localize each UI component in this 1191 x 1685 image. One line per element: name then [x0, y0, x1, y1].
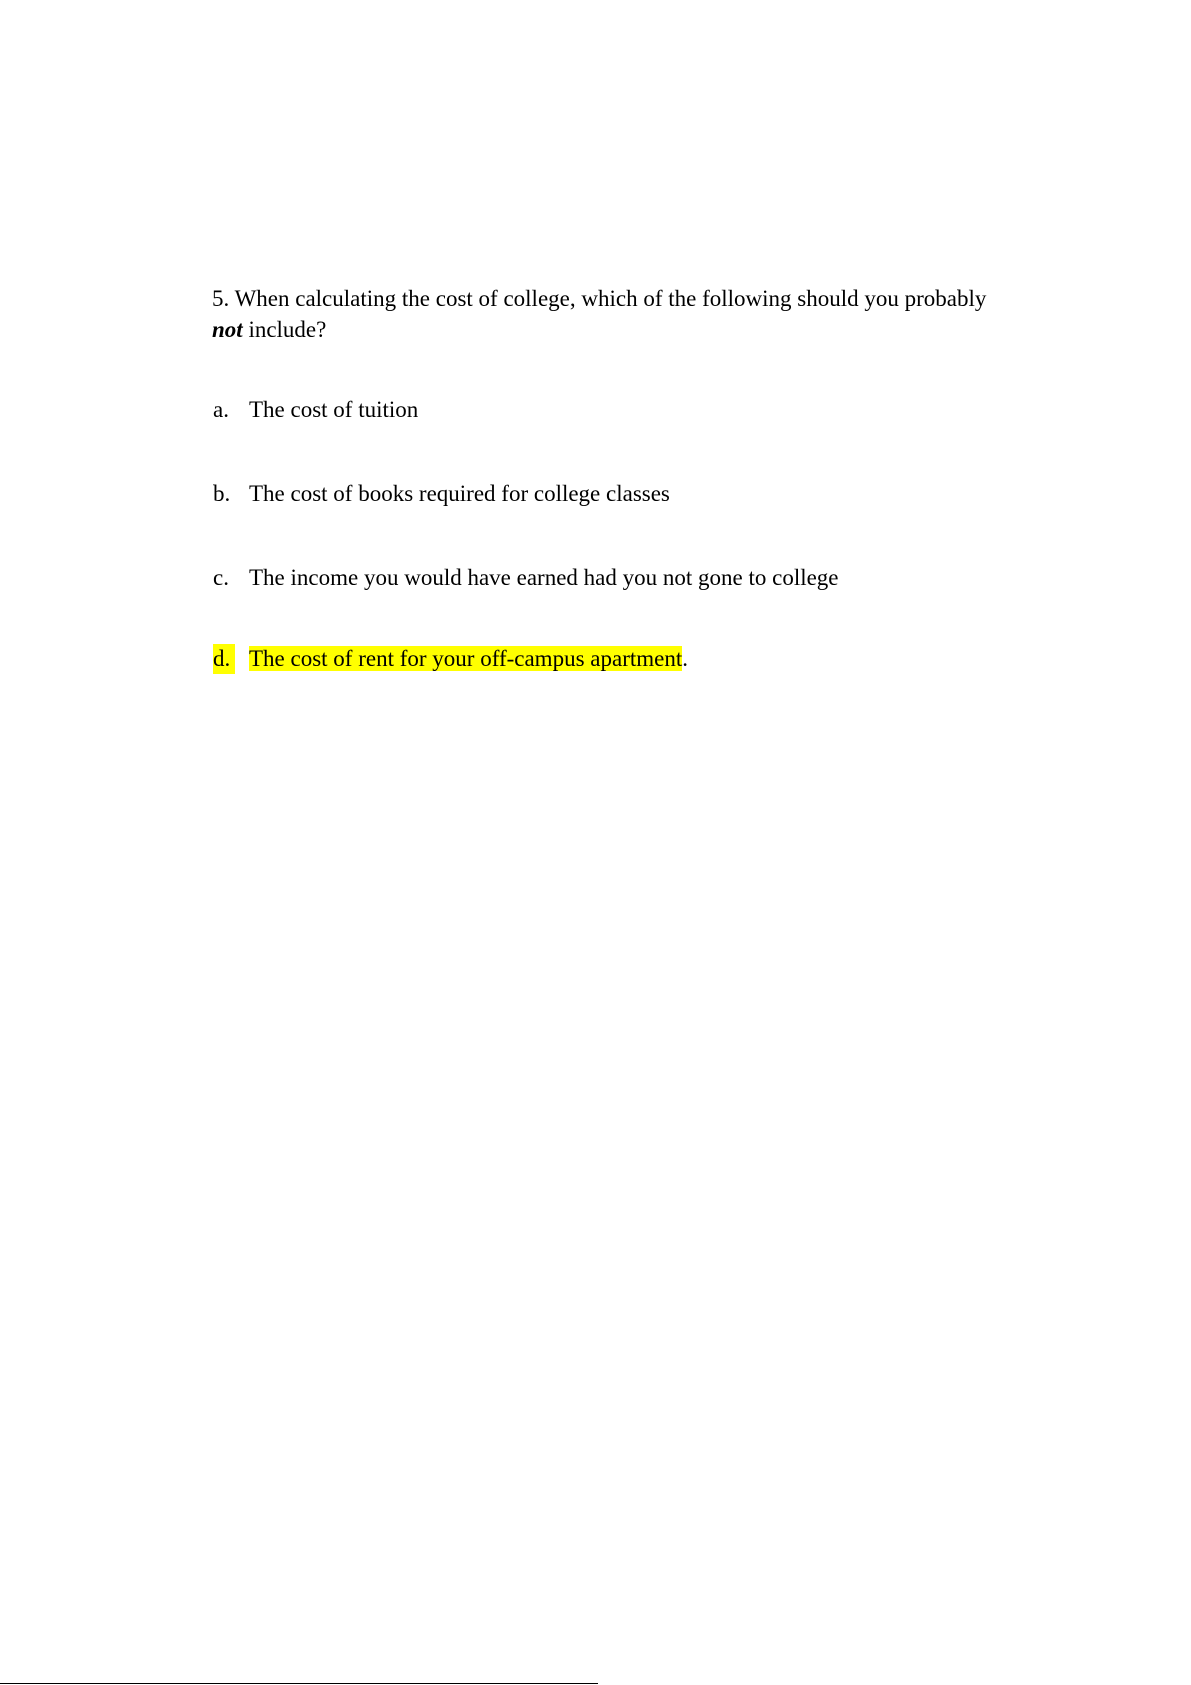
question-end: include?: [242, 317, 327, 342]
option-text: The income you would have earned had you not gone to college: [249, 565, 839, 590]
answer-option-d: [213, 644, 688, 674]
answer-option-a: [213, 395, 418, 425]
option-letter: c.: [213, 565, 229, 590]
question-text: [212, 283, 1032, 345]
question-emphasis: not: [212, 317, 243, 342]
option-trailing-period: .: [682, 646, 688, 671]
answer-option-c: [213, 563, 839, 593]
option-text: The cost of books required for college classes: [249, 481, 670, 506]
option-letter-highlighted: d.: [213, 644, 235, 674]
question-lead: 5. When calculating the cost of college, which of the following should you probably: [212, 286, 987, 311]
option-text: The cost of tuition: [249, 397, 419, 422]
answer-option-b: [213, 479, 670, 509]
option-text-highlighted: The cost of rent for your off-campus apartment: [249, 646, 683, 671]
option-letter: a.: [213, 397, 229, 422]
option-letter: b.: [213, 481, 231, 506]
footer-rule: [0, 1683, 598, 1684]
